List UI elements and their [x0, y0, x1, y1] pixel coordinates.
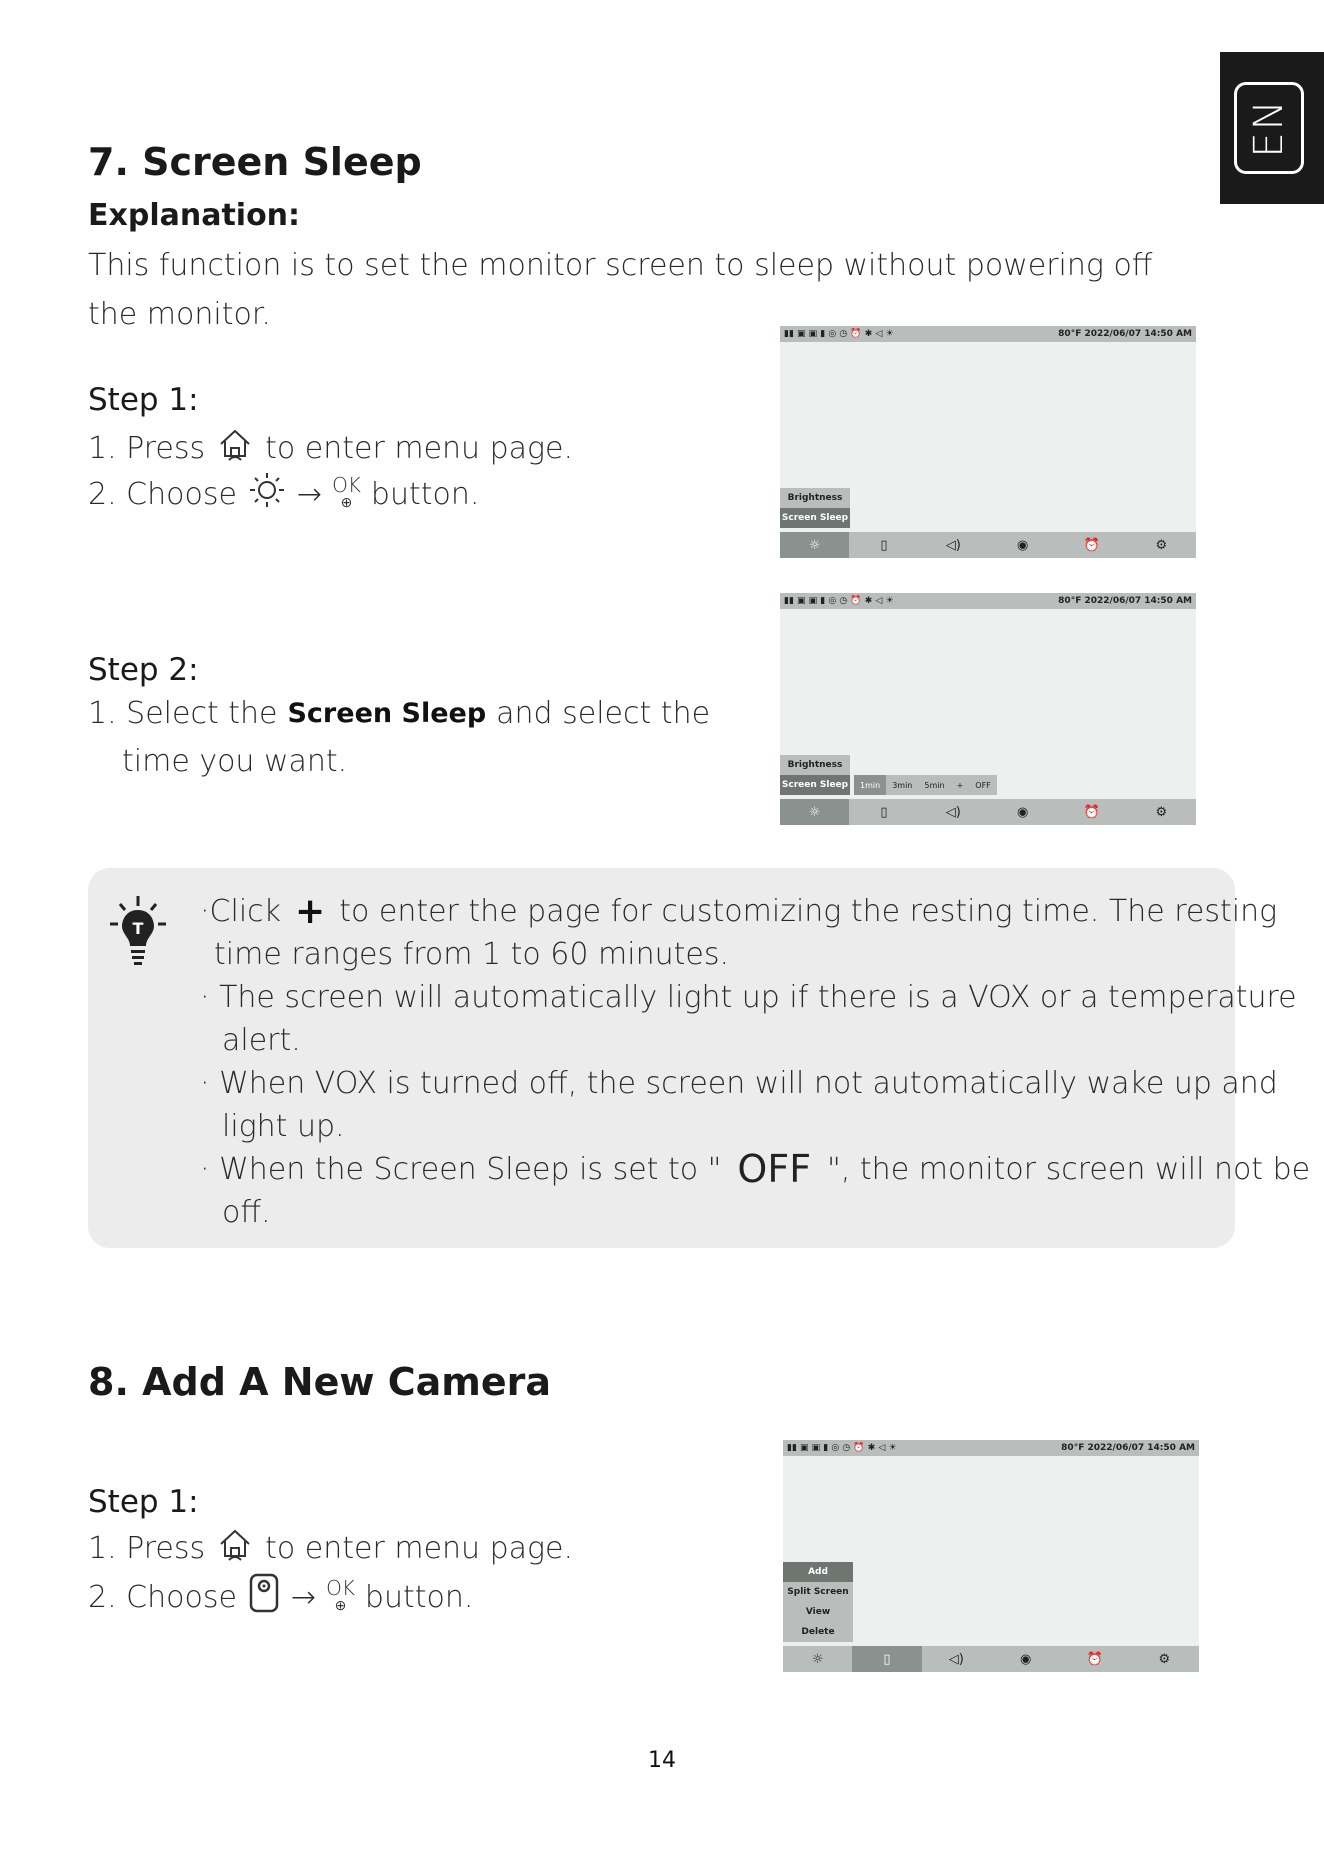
ok-zoom-icon	[326, 1576, 355, 1615]
tip-bullet-4-line2: off.	[222, 1195, 271, 1230]
s8-step1-line1-pre: 1. Press	[88, 1530, 206, 1566]
add-camera-screenshot	[783, 1440, 1199, 1672]
s8-step1-line2-pre: 2. Choose	[88, 1579, 237, 1615]
menu-brightness[interactable]: Brightness	[780, 755, 850, 775]
language-tab-label: EN	[1246, 98, 1292, 158]
tip4-pre: · When the Screen Sleep is set to "	[200, 1152, 722, 1187]
s7-step1-label: Step 1:	[88, 382, 199, 418]
sleep-options	[854, 775, 997, 795]
s8-step1-line1	[88, 1524, 573, 1572]
tip-lightbulb-icon	[108, 894, 168, 978]
tip1-post: to enter the page for customizing the resting time. The resting	[339, 894, 1278, 929]
screen-sleep-screenshot-1	[780, 326, 1196, 558]
status-bar	[780, 326, 1196, 342]
bottom-bar	[780, 799, 1196, 825]
status-text: 80°F 2022/06/07 14:50 AM	[1061, 1443, 1195, 1453]
menu-add[interactable]: Add	[783, 1562, 853, 1582]
bottom-bar	[783, 1646, 1199, 1672]
section7-title: 7. Screen Sleep	[88, 140, 422, 184]
magnifier-icon: ⊕	[340, 495, 353, 511]
option-custom[interactable]: +	[956, 780, 964, 790]
vox-tab-icon[interactable]: ◉	[1016, 537, 1029, 553]
tip-bullet-2-line2: alert.	[222, 1023, 301, 1058]
option-5min[interactable]: 5min	[924, 780, 945, 790]
s8-step1-line2	[88, 1572, 473, 1622]
ok-label: OK	[332, 473, 361, 497]
plus-icon: +	[295, 891, 326, 932]
tip-bullet-3-line2: light up.	[222, 1109, 345, 1144]
option-3min[interactable]: 3min	[892, 780, 913, 790]
s7-step2-line1	[88, 696, 710, 731]
arrow-right-icon: →	[290, 1579, 317, 1615]
settings-menu	[780, 755, 850, 795]
menu-view[interactable]: View	[783, 1602, 853, 1622]
settings-tab-icon[interactable]: ⚙	[1155, 804, 1168, 820]
vox-tab-icon[interactable]: ◉	[1016, 804, 1029, 820]
s7-step2-line1-post: and select the	[496, 696, 711, 731]
tip4-off: OFF	[737, 1147, 812, 1191]
home-icon	[215, 1524, 255, 1572]
menu-delete[interactable]: Delete	[783, 1622, 853, 1642]
s8-step1-line1-post: to enter menu page.	[265, 1530, 574, 1566]
vox-tab-icon[interactable]: ◉	[1019, 1651, 1032, 1667]
tip1-pre: ·Click	[200, 894, 282, 929]
status-bar	[783, 1440, 1199, 1456]
ok-label: OK	[326, 1576, 355, 1600]
menu-split-screen[interactable]: Split Screen	[783, 1582, 853, 1602]
section8-title: 8. Add A New Camera	[88, 1360, 551, 1404]
tip-box	[88, 868, 1311, 1248]
menu-screen-sleep[interactable]: Screen Sleep	[780, 508, 850, 528]
page-number: 14	[648, 1748, 676, 1773]
language-tab	[1220, 52, 1324, 204]
ok-zoom-icon	[332, 473, 361, 512]
settings-tab-icon[interactable]: ⚙	[1155, 537, 1168, 553]
s7-step1-line1-post: to enter menu page.	[265, 430, 574, 466]
screen-sleep-bold: Screen Sleep	[287, 698, 487, 729]
brightness-icon	[247, 470, 287, 518]
tip-bullet-2: · The screen will automatically light up if there is a VOX or a temperature	[200, 980, 1297, 1015]
alarm-tab-icon[interactable]: ⏰	[1083, 537, 1101, 553]
volume-tab-icon[interactable]: ◁)	[945, 537, 961, 553]
option-off[interactable]: OFF	[975, 780, 991, 790]
settings-tab-icon[interactable]: ⚙	[1158, 1651, 1171, 1667]
volume-tab-icon[interactable]: ◁)	[945, 804, 961, 820]
explanation-line2: the monitor.	[88, 297, 271, 332]
status-text: 80°F 2022/06/07 14:50 AM	[1058, 596, 1192, 606]
arrow-right-icon: →	[296, 476, 323, 512]
tip-bullet-1-line2: time ranges from 1 to 60 minutes.	[214, 937, 729, 972]
s7-step2-line2: time you want.	[122, 744, 348, 779]
magnifier-icon: ⊕	[334, 1598, 347, 1614]
brightness-tab-icon[interactable]: ☼	[780, 799, 849, 825]
svg-text:T: T	[132, 919, 144, 938]
status-icons: ▮▮ ▣ ▣ ▮ ◎ ◷ ⏰ ✱ ◁ ☀	[784, 596, 894, 606]
bottom-bar	[780, 532, 1196, 558]
alarm-tab-icon[interactable]: ⏰	[1086, 1651, 1104, 1667]
tip-bullet-4	[200, 1147, 1311, 1191]
s7-step2-label: Step 2:	[88, 652, 199, 688]
screen-sleep-screenshot-2	[780, 593, 1196, 825]
option-1min[interactable]: 1min	[854, 775, 886, 795]
menu-screen-sleep[interactable]: Screen Sleep	[780, 775, 850, 795]
volume-tab-icon[interactable]: ◁)	[948, 1651, 964, 1667]
home-icon	[215, 424, 255, 472]
camera-tab-icon[interactable]: ▯	[852, 1646, 921, 1672]
camera-icon	[247, 1572, 281, 1622]
camera-tab-icon[interactable]: ▯	[880, 804, 888, 820]
s7-step1-line1-pre: 1. Press	[88, 430, 206, 466]
status-bar	[780, 593, 1196, 609]
menu-brightness[interactable]: Brightness	[780, 488, 850, 508]
tip-bullet-3: · When VOX is turned off, the screen will not automatically wake up and	[200, 1066, 1278, 1101]
s7-step1-line2-pre: 2. Choose	[88, 476, 237, 512]
s7-step1-line1	[88, 424, 573, 472]
tip4-post: ", the monitor screen will not be	[827, 1152, 1311, 1187]
s8-step1-line2-post: button.	[364, 1579, 474, 1615]
explanation-label: Explanation:	[88, 198, 301, 233]
status-icons: ▮▮ ▣ ▣ ▮ ◎ ◷ ⏰ ✱ ◁ ☀	[784, 329, 894, 339]
s7-step2-line1-pre: 1. Select the	[88, 696, 278, 731]
camera-menu	[783, 1562, 853, 1642]
status-text: 80°F 2022/06/07 14:50 AM	[1058, 329, 1192, 339]
camera-tab-icon[interactable]: ▯	[880, 537, 888, 553]
s7-step1-line2-post: button.	[370, 476, 480, 512]
settings-menu	[780, 488, 850, 528]
brightness-tab-icon[interactable]: ☼	[780, 532, 849, 558]
status-icons: ▮▮ ▣ ▣ ▮ ◎ ◷ ⏰ ✱ ◁ ☀	[787, 1443, 897, 1453]
brightness-tab-icon[interactable]: ☼	[811, 1651, 824, 1667]
tip-bullet-1	[200, 890, 1278, 933]
s8-step1-label: Step 1:	[88, 1484, 199, 1520]
alarm-tab-icon[interactable]: ⏰	[1083, 804, 1101, 820]
explanation-line1: This function is to set the monitor screen to sleep without powering off	[88, 248, 1153, 283]
s7-step1-line2	[88, 470, 479, 518]
